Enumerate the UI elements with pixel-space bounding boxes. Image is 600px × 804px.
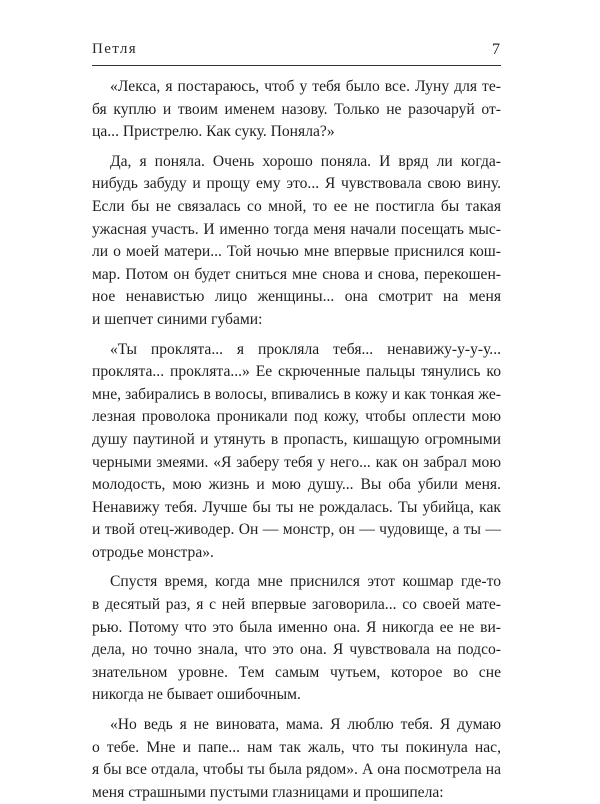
text-line: «Ты проклята... я прокляла тебя... ненавижу-у-у-у...	[110, 340, 501, 358]
paragraph	[92, 339, 501, 565]
text-line: ужасная участь. И именно тогда меня начали посещать мыс-	[92, 220, 501, 238]
paragraph	[92, 151, 501, 332]
text-line: и шепчет синими губами:	[92, 310, 263, 328]
text-line: молодость, мою жизнь и мою душу... Вы оба убили меня.	[92, 476, 501, 494]
paragraph	[92, 76, 501, 144]
text-line: никогда не бывает ошибочным.	[92, 686, 301, 704]
text-line: рью. Потому что это была именно она. Я никогда ее не ви-	[92, 618, 501, 636]
header-rule	[92, 65, 501, 66]
text-line: «Лекса, я постараюсь, чтоб у тебя было все. Луну для те-	[110, 78, 501, 95]
paragraph	[92, 714, 501, 804]
text-line: меня страшными пустыми глазницами и прошипела:	[92, 783, 444, 801]
text-line: отродье монстра».	[92, 543, 214, 561]
page-header	[92, 38, 500, 62]
text-line: душу паутиной и утянуть в пропасть, кишащую огромными	[92, 430, 501, 448]
text-line: ное ненавистью лицо женщины... она смотрит на меня	[92, 288, 501, 306]
body-text	[92, 76, 501, 804]
text-line: Ненавижу тебя. Лучше бы ты не рождалась. Ты убийца, как	[92, 498, 501, 516]
text-line: дела, но точно знала, что это она. Я чувствовала на подсо-	[92, 641, 501, 659]
text-line: лезная проволока проникали под кожу, чтобы оплести мою	[92, 408, 501, 426]
text-line: проклята... проклята...» Ее скрюченные пальцы тянулись ко	[92, 363, 501, 381]
text-line: Если бы не связалась со мной, то ее не постигла бы такая	[92, 197, 501, 215]
text-line: мне, забирались в волосы, впивались в кожу и как тонкая же-	[92, 385, 501, 403]
text-line: ли о моей матери... Той ночью мне впервые приснился кош-	[92, 243, 501, 261]
text-line: в десятый раз, я с ней впервые заговорила... со своей мате-	[92, 596, 501, 614]
text-line: знательном уровне. Тем самым чутьем, которое во сне	[92, 663, 501, 681]
text-line: о тебе. Мне и папе... нам так жаль, что ты покинула нас,	[92, 738, 501, 756]
paragraph	[92, 571, 501, 707]
text-line: я бы все отдала, чтобы ты была рядом». А она посмотрела на	[92, 761, 501, 779]
text-line: бя куплю и твоим именем назову. Только не разочаруй от-	[92, 100, 501, 118]
text-line: мар. Потом он будет сниться мне снова и снова, перекошен-	[92, 265, 501, 283]
page-number: 7	[492, 41, 500, 58]
text-line: Да, я поняла. Очень хорошо поняла. И вряд ли когда-	[110, 152, 501, 170]
text-line: и твой отец-живодер. Он — монстр, он — чудовище, а ты —	[92, 521, 501, 539]
text-line: черными змеями. «Я заберу тебя у него... как он забрал мою	[92, 453, 501, 471]
text-line: ца... Пристрелю. Как суку. Поняла?»	[92, 123, 335, 141]
text-line: нибудь забуду и прощу ему это... Я чувствовала свою вину.	[92, 175, 501, 193]
running-title: Петля	[92, 41, 138, 57]
text-line: «Но ведь я не виновата, мама. Я люблю тебя. Я думаю	[110, 716, 501, 734]
text-line: Спустя время, когда мне приснился этот кошмар где-то	[110, 573, 501, 591]
